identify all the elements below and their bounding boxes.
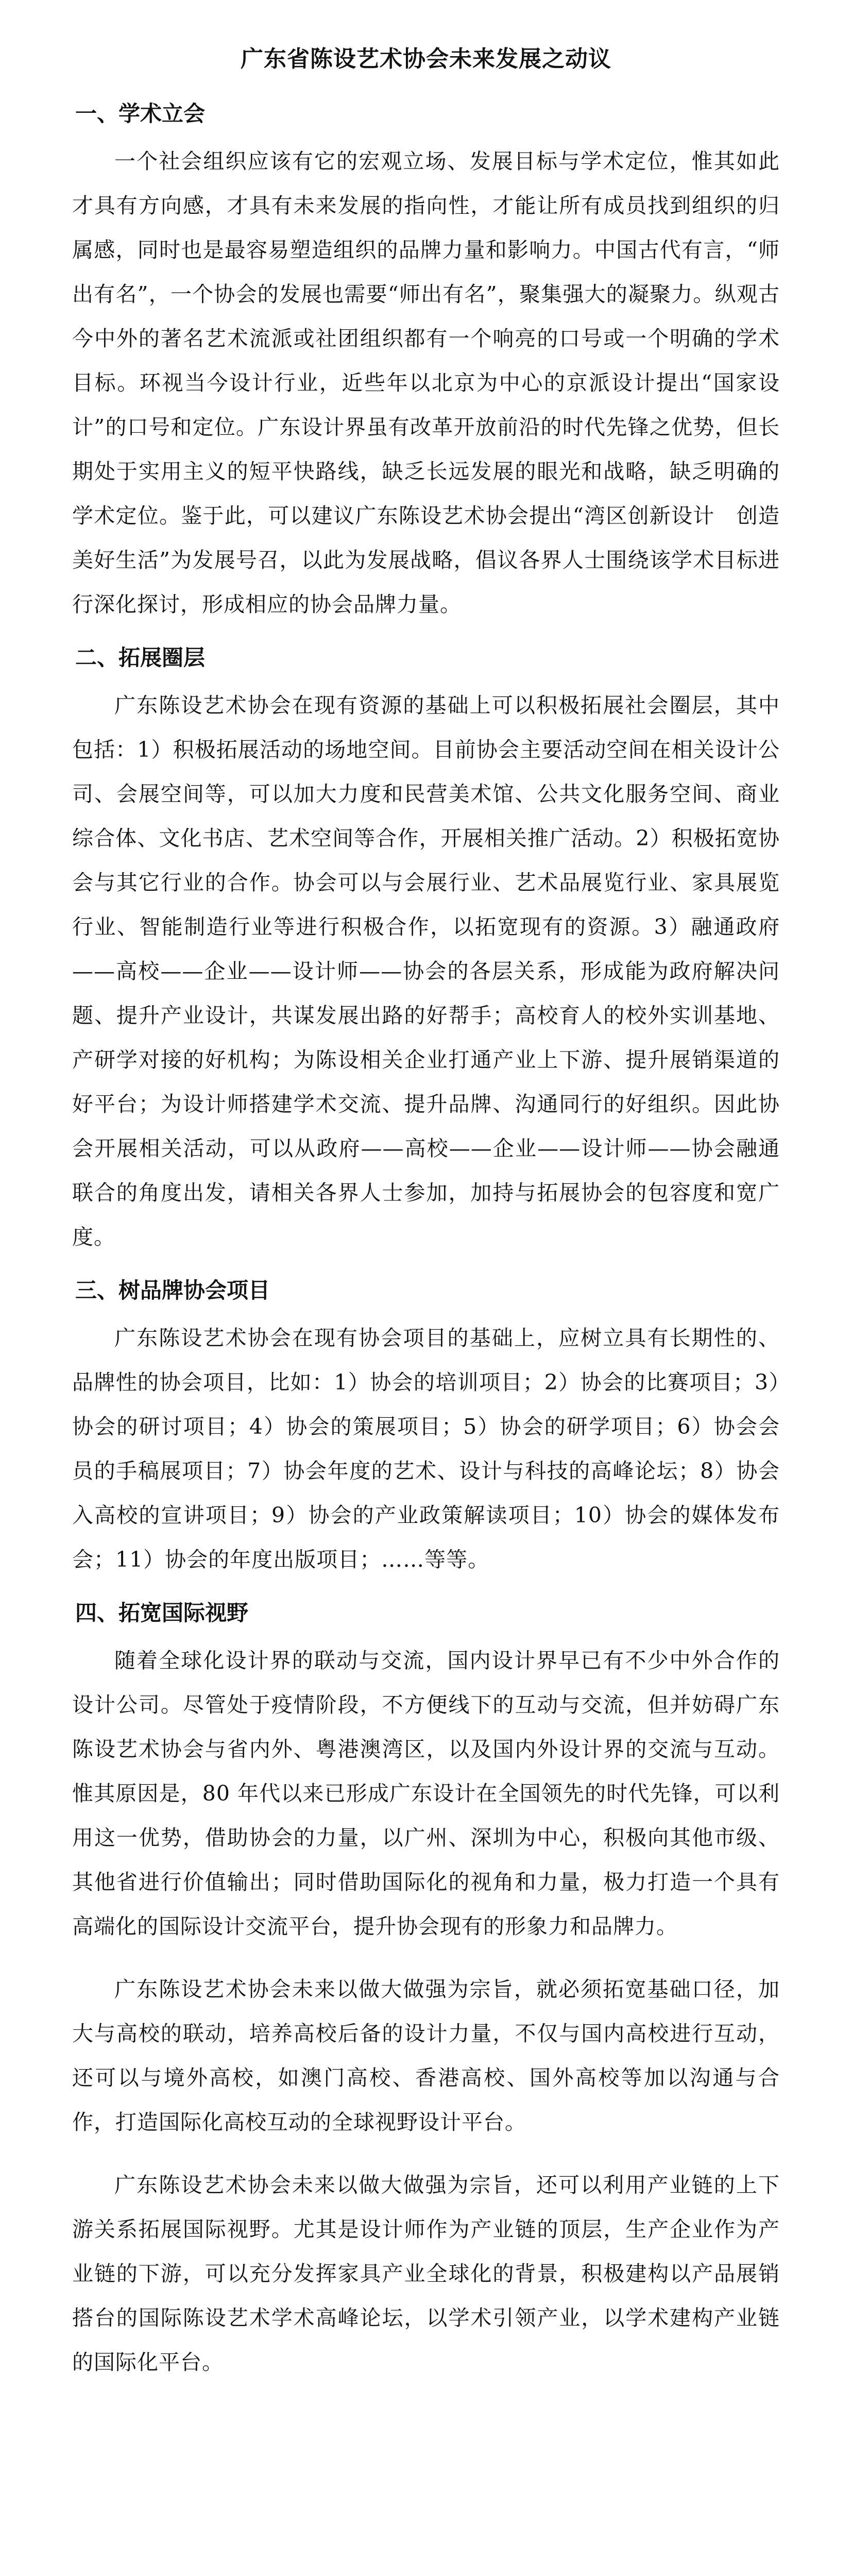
section-heading: 三、树品牌协会项目 (75, 1278, 270, 1303)
section-paragraph: 广东陈设艺术协会未来以做大做强为宗旨，还可以利用产业链的上下游关系拓展国际视野。尤其是设计师作为产业链的顶层，生产企业作为产业链的下游，可以充分发挥家具产业全球化的背景，积极建构以产品展销搭台的国际陈设艺术学术高峰论坛，以学术引领产业，以学术建构产业链的国际化平台。 (72, 2173, 780, 2375)
section-expand-circles (72, 640, 780, 1259)
section-paragraph: 广东陈设艺术协会未来以做大做强为宗旨，就必须拓宽基础口径，加大与高校的联动，培养高校后备的设计力量，不仅与国内高校进行互动，还可以与境外高校，如澳门高校、香港高校、国外高校等加以沟通与合作，打造国际化高校互动的全球视野设计平台。 (72, 1977, 780, 2134)
section-paragraph: 随着全球化设计界的联动与交流，国内设计界早已有不少中外合作的设计公司。尽管处于疫情阶段，不方便线下的互动与交流，但并妨碍广东陈设艺术协会与省内外、粤港澳湾区，以及国内外设计界的交流与互动。惟其原因是，80 年代以来已形成广东设计在全国领先的时代先锋，可以利用这一优势，借助协会的力量，以广州、深圳为中心，积极向其他市级、其他省进行价值输出；同时借助国际化的视角和力量，极力打造一个具有高端化的国际设计交流平台，提升协会现有的形象力和品牌力。 (72, 1648, 780, 1939)
section-heading: 二、拓展圈层 (75, 645, 206, 670)
section-heading: 一、学术立会 (75, 101, 206, 126)
section-paragraph: 一个社会组织应该有它的宏观立场、发展目标与学术定位，惟其如此才具有方向感，才具有未来发展的指向性，才能让所有成员找到组织的归属感，同时也是最容易塑造组织的品牌力量和影响力。中国古代有言，“师出有名”，一个协会的发展也需要“师出有名”，聚集强大的凝聚力。纵观古今中外的著名艺术流派或社团组织都有一个响亮的口号或一个明确的学术目标。环视当今设计行业，近些年以北京为中心的京派设计提出“国家设计”的口号和定位。广东设计界虽有改革开放前沿的时代先锋之优势，但长期处于实用主义的短平快路线，缺乏长远发展的眼光和战略，缺乏明确的学术定位。鉴于此，可以建议广东陈设艺术协会提出“湾区创新设计 创造美好生活”为发展号召，以此为发展战略，倡议各界人士围绕该学术目标进行深化探讨，形成相应的协会品牌力量。 (72, 149, 780, 617)
document-title: 广东省陈设艺术协会未来发展之动议 (241, 46, 611, 72)
section-academic (72, 96, 780, 626)
section-heading: 四、拓宽国际视野 (75, 1600, 249, 1625)
section-international-vision (72, 1595, 780, 2384)
section-paragraph: 广东陈设艺术协会在现有协会项目的基础上，应树立具有长期性的、品牌性的协会项目，比如：1）协会的培训项目；2）协会的比赛项目；3）协会的研讨项目；4）协会的策展项目；5）协会的研学项目；6）协会会员的手稿展项目；7）协会年度的艺术、设计与科技的高峰论坛；8）协会入高校的宣讲项目；9）协会的产业政策解读项目；10）协会的媒体发布会；11）协会的年度出版项目；……等等。 (72, 1326, 780, 1572)
section-brand-projects (72, 1273, 780, 1582)
section-paragraph: 广东陈设艺术协会在现有资源的基础上可以积极拓展社会圈层，其中包括：1）积极拓展活动的场地空间。目前协会主要活动空间在相关设计公司、会展空间等，可以加大力度和民营美术馆、公共文化服务空间、商业综合体、文化书店、艺术空间等合作，开展相关推广活动。2）积极拓宽协会与其它行业的合作。协会可以与会展行业、艺术品展览行业、家具展览行业、智能制造行业等进行积极合作，以拓宽现有的资源。3）融通政府——高校——企业——设计师——协会的各层关系，形成能为政府解决问题、提升产业设计，共谋发展出路的好帮手；高校育人的校外实训基地、产研学对接的好机构；为陈设相关企业打通产业上下游、提升展销渠道的好平台；为设计师搭建学术交流、提升品牌、沟通同行的好组织。因此协会开展相关活动，可以从政府——高校——企业——设计师——协会融通联合的角度出发，请相关各界人士参加，加持与拓展协会的包容度和宽广度。 (72, 693, 780, 1249)
